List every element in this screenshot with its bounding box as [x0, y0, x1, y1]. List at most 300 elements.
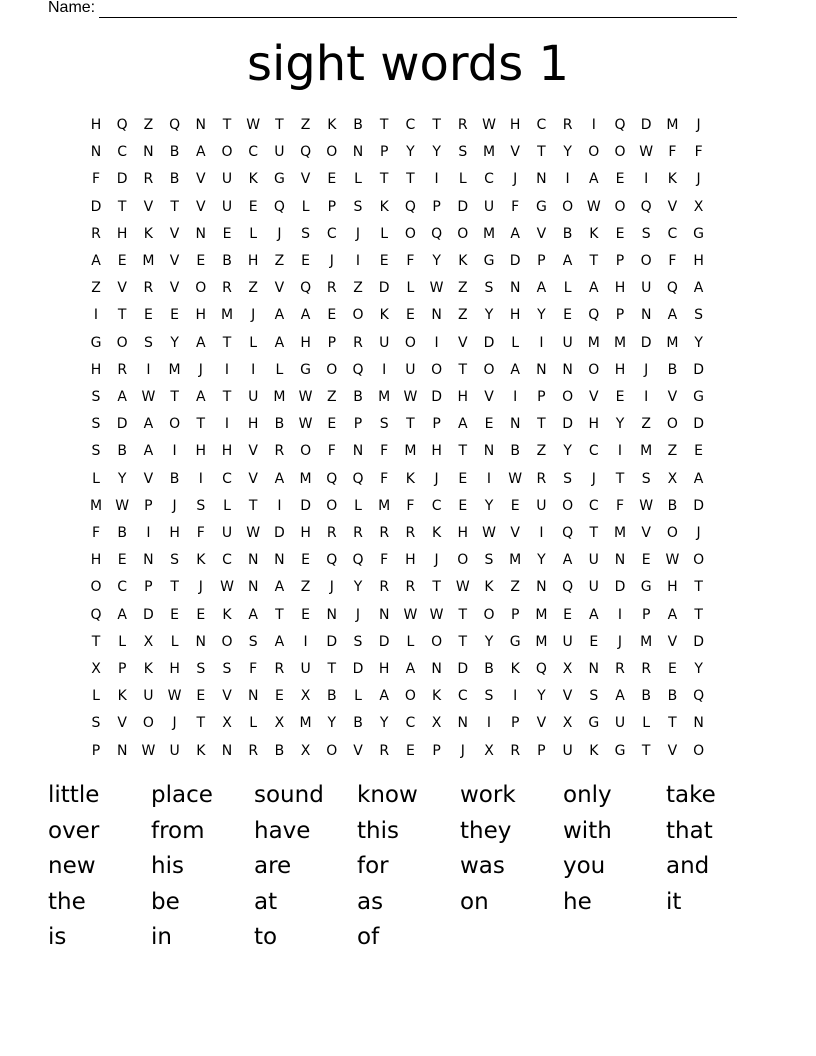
- grid-letter: K: [196, 552, 206, 569]
- grid-letter: D: [693, 361, 704, 378]
- grid-letter: P: [379, 144, 389, 161]
- grid-letter: L: [223, 497, 231, 514]
- grid-letter: A: [562, 253, 573, 269]
- grid-letter: E: [117, 253, 127, 269]
- grid-row: [84, 659, 732, 679]
- grid-letter: H: [300, 525, 311, 541]
- grid-letter: S: [353, 633, 363, 650]
- grid-letter: W: [141, 742, 156, 759]
- grid-letter: M: [220, 307, 234, 324]
- grid-letter: P: [510, 606, 520, 623]
- grid-letter: T: [694, 579, 703, 596]
- grid-letter: R: [405, 579, 416, 596]
- grid-letter: X: [562, 661, 573, 677]
- word-list-item: be: [151, 888, 180, 915]
- grid-letter: P: [144, 579, 153, 596]
- word-list-item: it: [666, 888, 682, 915]
- grid-letter: K: [117, 688, 127, 705]
- grid-letter: C: [457, 688, 468, 705]
- grid-letter: U: [536, 497, 547, 514]
- grid-letter: M: [666, 117, 679, 133]
- grid-letter: K: [143, 661, 153, 677]
- grid-letter: E: [143, 307, 153, 324]
- grid-letter: S: [353, 198, 363, 215]
- grid-letter: W: [508, 470, 523, 487]
- grid-letter: C: [588, 497, 599, 514]
- grid-letter: Y: [406, 144, 415, 161]
- grid-letter: C: [117, 579, 128, 596]
- grid-letter: H: [378, 661, 390, 677]
- grid-letter: D: [693, 416, 704, 433]
- grid-letter: C: [484, 171, 494, 188]
- word-list-item: are: [254, 853, 292, 879]
- grid-letter: W: [141, 389, 156, 405]
- grid-letter: V: [248, 443, 258, 460]
- grid-letter: Y: [353, 579, 363, 596]
- grid-letter: N: [509, 416, 521, 433]
- grid-letter: R: [274, 661, 285, 677]
- grid-letter: E: [248, 198, 258, 215]
- grid-letter: Y: [327, 715, 337, 732]
- grid-letter: F: [196, 525, 205, 541]
- grid-letter: P: [327, 334, 337, 351]
- grid-letter: K: [432, 688, 442, 705]
- grid-letter: A: [536, 280, 547, 297]
- grid-letter: S: [143, 334, 153, 351]
- grid-letter: G: [640, 579, 652, 596]
- grid-letter: T: [327, 661, 337, 677]
- grid-letter: T: [222, 117, 232, 133]
- grid-letter: X: [91, 661, 101, 677]
- grid-letter: S: [91, 715, 101, 732]
- grid-letter: V: [536, 715, 547, 732]
- grid-letter: A: [274, 579, 285, 596]
- grid-letter: Q: [614, 117, 626, 133]
- grid-letter: A: [196, 334, 206, 351]
- grid-letter: A: [274, 307, 285, 324]
- word-list-item: from: [151, 817, 205, 844]
- grid-letter: Z: [300, 117, 311, 133]
- grid-letter: Z: [510, 579, 520, 596]
- grid-letter: S: [484, 688, 494, 705]
- grid-letter: I: [513, 389, 518, 405]
- grid-letter: A: [693, 280, 704, 297]
- grid-letter: J: [277, 225, 282, 242]
- grid-letter: I: [146, 525, 151, 541]
- grid-letter: V: [589, 389, 599, 405]
- grid-letter: F: [406, 497, 415, 514]
- grid-letter: T: [458, 443, 468, 460]
- grid-letter: R: [143, 280, 154, 297]
- grid-letter: P: [510, 715, 520, 732]
- grid-letter: N: [326, 606, 338, 623]
- grid-letter: N: [143, 552, 154, 569]
- grid-letter: E: [405, 742, 415, 759]
- word-list-item: sound: [254, 782, 324, 808]
- grid-letter: S: [484, 280, 494, 297]
- grid-letter: N: [431, 661, 442, 677]
- grid-letter: H: [116, 225, 128, 242]
- grid-letter: T: [589, 253, 599, 269]
- grid-letter: Y: [432, 144, 441, 161]
- grid-letter: E: [667, 661, 677, 677]
- grid-row: [84, 550, 732, 570]
- grid-letter: E: [694, 443, 704, 460]
- grid-letter: E: [458, 470, 468, 487]
- grid-letter: U: [221, 525, 233, 541]
- grid-letter: Q: [562, 525, 574, 541]
- grid-letter: Q: [562, 579, 574, 596]
- grid-letter: Y: [117, 470, 127, 487]
- grid-letter: L: [406, 280, 415, 297]
- grid-row: [84, 115, 732, 135]
- word-list-item: over: [48, 817, 100, 844]
- name-line: [99, 2, 737, 18]
- grid-letter: K: [667, 171, 677, 188]
- grid-letter: M: [299, 470, 312, 487]
- grid-letter: D: [378, 280, 390, 297]
- grid-row: [84, 169, 732, 189]
- grid-letter: E: [301, 552, 311, 569]
- grid-letter: W: [429, 606, 444, 623]
- grid-letter: L: [380, 225, 389, 242]
- grid-letter: N: [247, 579, 259, 596]
- grid-letter: H: [169, 661, 180, 677]
- grid-letter: D: [143, 606, 154, 623]
- grid-letter: W: [639, 144, 654, 161]
- grid-letter: Y: [563, 443, 572, 460]
- grid-letter: V: [169, 225, 180, 242]
- grid-letter: M: [482, 225, 496, 242]
- grid-letter: V: [458, 334, 468, 351]
- grid-letter: H: [588, 416, 600, 433]
- grid-letter: U: [614, 715, 626, 732]
- grid-letter: L: [354, 688, 362, 705]
- grid-letter: H: [457, 525, 469, 541]
- grid-letter: E: [405, 307, 415, 324]
- grid-letter: V: [143, 198, 154, 215]
- grid-letter: N: [483, 443, 495, 460]
- grid-letter: O: [404, 225, 416, 242]
- word-list-item: in: [151, 924, 172, 950]
- grid-letter: T: [275, 606, 284, 623]
- grid-letter: E: [196, 606, 206, 623]
- grid-letter: D: [431, 389, 442, 405]
- grid-letter: R: [457, 117, 468, 133]
- grid-letter: X: [300, 742, 311, 759]
- grid-letter: K: [248, 171, 258, 188]
- page-title: sight words 1: [246, 36, 570, 92]
- grid-letter: O: [614, 198, 626, 215]
- grid-letter: N: [536, 171, 547, 188]
- grid-letter: B: [667, 361, 678, 378]
- grid-letter: F: [511, 198, 520, 215]
- word-list-item: work: [460, 782, 516, 808]
- grid-letter: N: [247, 552, 259, 569]
- grid-letter: O: [352, 307, 364, 324]
- grid-letter: D: [457, 198, 469, 215]
- grid-letter: Y: [484, 307, 494, 324]
- word-list-item: new: [48, 853, 96, 879]
- grid-letter: T: [432, 579, 441, 596]
- grid-letter: I: [617, 606, 623, 623]
- grid-letter: R: [274, 443, 285, 460]
- grid-letter: B: [169, 144, 180, 161]
- grid-letter: D: [326, 633, 338, 650]
- grid-letter: J: [329, 579, 334, 596]
- grid-letter: E: [563, 307, 573, 324]
- grid-letter: S: [170, 552, 180, 569]
- grid-letter: A: [117, 389, 127, 405]
- grid-letter: Z: [353, 280, 363, 297]
- grid-letter: M: [509, 552, 522, 569]
- grid-letter: A: [196, 144, 206, 161]
- grid-row: [84, 142, 732, 162]
- grid-letter: J: [198, 361, 203, 378]
- grid-letter: B: [353, 117, 363, 133]
- grid-letter: E: [196, 253, 206, 269]
- grid-letter: V: [510, 525, 520, 541]
- grid-letter: N: [614, 552, 626, 569]
- grid-letter: M: [640, 443, 653, 460]
- grid-letter: R: [353, 525, 363, 541]
- grid-letter: Z: [300, 579, 311, 596]
- grid-letter: J: [355, 606, 361, 623]
- grid-letter: R: [143, 171, 154, 188]
- grid-letter: D: [614, 579, 626, 596]
- grid-letter: L: [249, 225, 258, 242]
- grid-letter: J: [434, 470, 439, 487]
- grid-letter: D: [378, 633, 390, 650]
- grid-letter: R: [353, 334, 363, 351]
- grid-letter: D: [90, 198, 102, 215]
- word-list-item: place: [151, 782, 213, 808]
- grid-letter: S: [484, 552, 494, 569]
- grid-letter: V: [667, 742, 678, 759]
- grid-letter: E: [170, 606, 180, 623]
- grid-letter: J: [460, 742, 465, 759]
- grid-letter: X: [693, 198, 704, 215]
- grid-letter: O: [142, 715, 154, 732]
- word-list-item: little: [48, 782, 100, 808]
- grid-letter: S: [91, 443, 101, 460]
- grid-letter: B: [641, 688, 651, 705]
- grid-letter: P: [353, 416, 363, 433]
- grid-letter: U: [641, 280, 652, 297]
- grid-letter: N: [378, 606, 390, 623]
- grid-letter: M: [142, 253, 155, 269]
- grid-letter: O: [562, 389, 574, 405]
- grid-letter: G: [90, 334, 102, 351]
- grid-letter: T: [170, 579, 179, 596]
- grid-letter: O: [666, 416, 678, 433]
- grid-letter: O: [457, 552, 469, 569]
- grid-letter: K: [379, 198, 389, 215]
- word-list-item: as: [357, 888, 384, 915]
- grid-letter: U: [588, 552, 599, 569]
- grid-letter: X: [431, 715, 442, 732]
- grid-letter: M: [273, 389, 286, 405]
- grid-letter: P: [537, 253, 546, 269]
- grid-letter: B: [274, 416, 285, 433]
- grid-letter: O: [457, 225, 469, 242]
- grid-letter: K: [327, 117, 337, 133]
- grid-letter: B: [222, 253, 232, 269]
- grid-letter: C: [588, 443, 599, 460]
- grid-letter: C: [117, 144, 128, 161]
- grid-letter: K: [196, 742, 206, 759]
- grid-letter: E: [327, 416, 337, 433]
- grid-letter: B: [117, 525, 127, 541]
- grid-row: [84, 713, 732, 733]
- grid-letter: A: [274, 470, 285, 487]
- grid-letter: E: [615, 225, 625, 242]
- grid-letter: A: [667, 307, 678, 324]
- grid-letter: C: [248, 144, 259, 161]
- grid-letter: A: [91, 253, 101, 269]
- grid-letter: Q: [352, 552, 364, 569]
- grid-letter: X: [143, 633, 154, 650]
- grid-letter: Q: [352, 361, 364, 378]
- grid-letter: X: [274, 715, 285, 732]
- grid-letter: M: [640, 633, 653, 650]
- grid-letter: I: [146, 361, 151, 378]
- grid-letter: O: [300, 443, 312, 460]
- grid-letter: A: [562, 552, 573, 569]
- grid-letter: M: [404, 443, 417, 460]
- grid-letter: T: [589, 525, 599, 541]
- grid-letter: R: [91, 225, 101, 242]
- grid-letter: W: [220, 579, 234, 596]
- grid-letter: J: [644, 361, 649, 378]
- grid-letter: V: [169, 280, 180, 297]
- grid-letter: Y: [170, 334, 179, 351]
- grid-row: [84, 197, 732, 217]
- grid-letter: E: [222, 225, 232, 242]
- grid-letter: I: [565, 171, 570, 188]
- grid-letter: J: [355, 225, 361, 242]
- grid-letter: J: [251, 307, 256, 324]
- grid-letter: D: [693, 633, 704, 650]
- grid-letter: X: [562, 715, 573, 732]
- grid-letter: H: [667, 579, 678, 596]
- grid-letter: A: [300, 307, 311, 324]
- word-list-item: he: [563, 888, 592, 915]
- grid-letter: H: [614, 280, 626, 297]
- grid-letter: U: [588, 579, 599, 596]
- grid-letter: F: [668, 253, 677, 269]
- grid-letter: N: [143, 144, 154, 161]
- grid-letter: T: [222, 334, 232, 351]
- grid-letter: Z: [458, 307, 468, 324]
- grid-letter: T: [379, 117, 389, 133]
- grid-letter: K: [405, 470, 415, 487]
- grid-letter: W: [167, 688, 182, 705]
- grid-letter: H: [693, 253, 704, 269]
- grid-letter: Z: [327, 389, 337, 405]
- grid-letter: Q: [116, 117, 128, 133]
- grid-letter: D: [640, 117, 652, 133]
- grid-letter: F: [327, 443, 336, 460]
- grid-row: [84, 441, 732, 461]
- grid-letter: B: [117, 443, 127, 460]
- grid-letter: G: [693, 225, 705, 242]
- grid-letter: L: [118, 633, 127, 650]
- grid-letter: H: [195, 307, 207, 324]
- grid-letter: W: [639, 497, 654, 514]
- grid-letter: M: [299, 715, 312, 732]
- grid-letter: J: [617, 633, 623, 650]
- grid-letter: A: [274, 633, 285, 650]
- grid-letter: E: [301, 253, 311, 269]
- grid-row: [84, 523, 732, 543]
- grid-letter: P: [117, 661, 127, 677]
- grid-row: [84, 224, 732, 244]
- grid-letter: Q: [352, 470, 364, 487]
- grid-letter: O: [483, 606, 495, 623]
- grid-letter: C: [405, 117, 416, 133]
- grid-letter: S: [222, 661, 232, 677]
- grid-letter: S: [379, 416, 389, 433]
- grid-letter: R: [379, 525, 390, 541]
- grid-letter: S: [91, 416, 101, 433]
- grid-letter: J: [172, 497, 177, 514]
- grid-letter: O: [483, 361, 495, 378]
- grid-letter: D: [116, 171, 128, 188]
- grid-letter: K: [589, 742, 599, 759]
- word-list-item: you: [563, 853, 606, 879]
- grid-letter: A: [117, 606, 127, 623]
- grid-letter: R: [641, 661, 652, 677]
- grid-letter: P: [91, 742, 101, 759]
- grid-letter: V: [117, 280, 127, 297]
- grid-letter: T: [196, 715, 206, 732]
- grid-letter: T: [248, 497, 258, 514]
- grid-row: [84, 305, 732, 325]
- grid-letter: J: [696, 171, 701, 188]
- grid-letter: M: [535, 606, 548, 623]
- grid-letter: L: [354, 171, 362, 188]
- grid-letter: N: [195, 633, 207, 650]
- grid-letter: R: [248, 742, 259, 759]
- grid-letter: V: [300, 171, 311, 188]
- grid-letter: Z: [536, 443, 547, 460]
- grid-letter: D: [483, 334, 495, 351]
- grid-row: [84, 686, 732, 706]
- grid-letter: M: [482, 144, 496, 161]
- grid-letter: O: [404, 334, 416, 351]
- grid-letter: O: [326, 361, 338, 378]
- grid-letter: U: [562, 334, 573, 351]
- grid-letter: R: [222, 280, 232, 297]
- word-list-item: take: [666, 782, 716, 808]
- grid-letter: T: [117, 307, 127, 324]
- grid-letter: S: [248, 633, 258, 650]
- grid-letter: B: [510, 443, 520, 460]
- grid-letter: H: [614, 361, 626, 378]
- grid-letter: J: [198, 579, 203, 596]
- grid-letter: W: [298, 389, 313, 405]
- grid-letter: O: [588, 361, 600, 378]
- grid-letter: B: [667, 688, 678, 705]
- grid-letter: N: [640, 307, 652, 324]
- grid-letter: U: [300, 661, 311, 677]
- grid-letter: U: [562, 633, 573, 650]
- grid-letter: T: [170, 389, 179, 405]
- grid-letter: V: [510, 144, 520, 161]
- grid-letter: K: [143, 225, 153, 242]
- grid-letter: W: [403, 389, 418, 405]
